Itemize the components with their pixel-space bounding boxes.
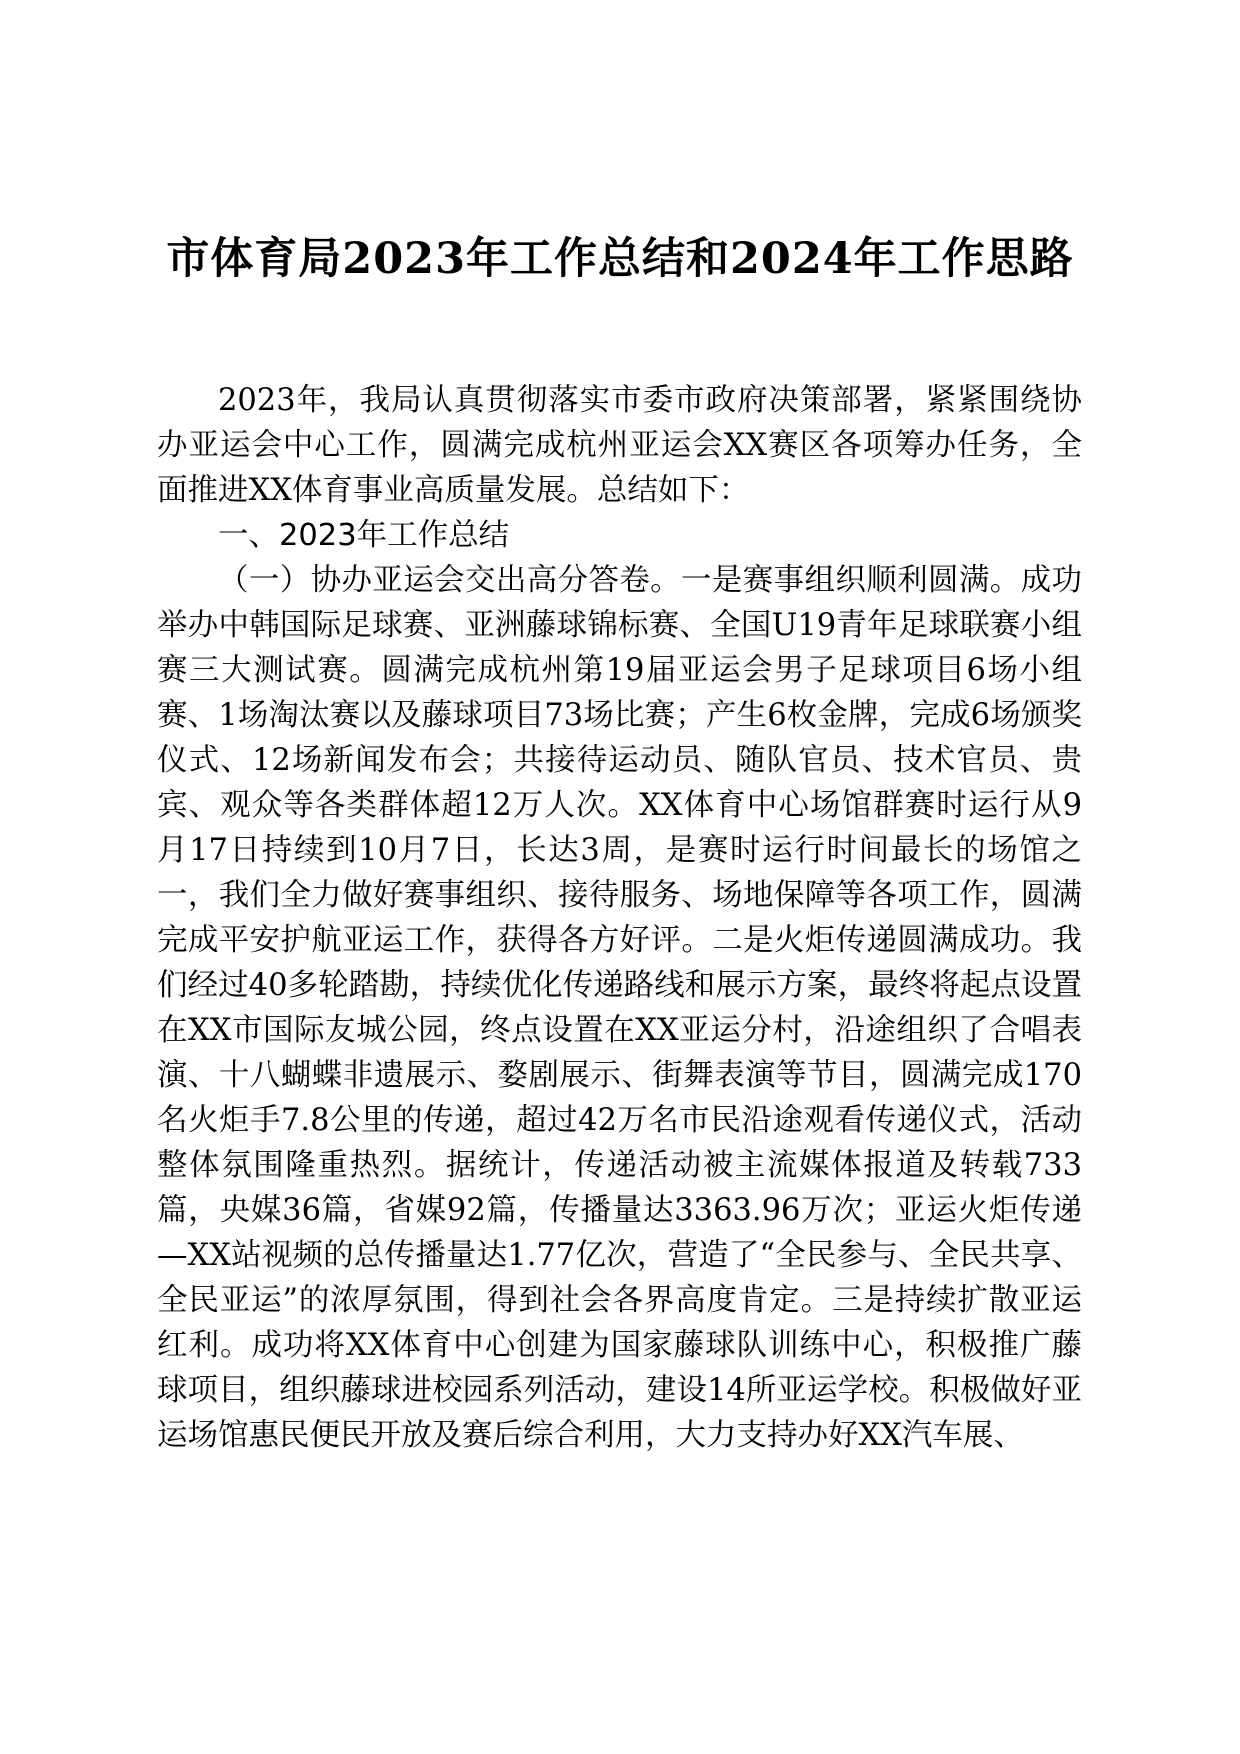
intro-paragraph: 2023年，我局认真贯彻落实市委市政府决策部署，紧紧围绕协办亚运会中心工作，圆满完成杭州亚运会XX赛区各项筹办任务，全面推进XX体育事业高质量发展。总结如下： (157, 383, 1082, 508)
section-paragraph: （一）协办亚运会交出高分答卷。一是赛事组织顺利圆满。成功举办中韩国际足球赛、亚洲藤球锦标赛、全国U19青年足球联赛小组赛三大测试赛。圆满完成杭州第19届亚运会男子足球项目6场小组赛、1场淘汰赛以及藤球项目73场比赛；产生6枚金牌，完成6场颁奖仪式、12场新闻发布会；共接待运动员、随队官员、技术官员、贵宾、观众等各类群体超12万人次。XX体育中心场馆群赛时运行从9月17日持续到10月7日，长达3周，是赛时运行时间最长的场馆之一，我们全力做好赛事组织、接待服务、场地保障等各项工作，圆满完成平安护航亚运工作，获得各方好评。二是火炬传递圆满成功。我们经过40多轮踏勘，持续优化传递路线和展示方案，最终将起点设置在XX市国际友城公园，终点设置在XX亚运分村，沿途组织了合唱表演、十八蝴蝶非遗展示、婺剧展示、街舞表演等节目，圆满完成170名火炬手7.8公里的传递，超过42万名市民沿途观看传递仪式，活动整体氛围隆重热烈。据统计，传递活动被主流媒体报道及转载733篇，央媒36篇，省媒92篇，传播量达3363.96万次；亚运火炬传递—XX站视频的总传播量达1.77亿次，营造了“全民参与、全民共享、全民亚运”的浓厚氛围，得到社会各界高度肯定。三是持续扩散亚运红利。成功将XX体育中心创建为国家藤球队训练中心，积极推广藤球项目，组织藤球进校园系列活动，建设14所亚运学校。积极做好亚运场馆惠民便民开放及赛后综合利用，大力支持办好XX汽车展、 (157, 563, 1082, 1453)
document-title: 市体育局2023年工作总结和2024年工作思路 (166, 234, 1074, 284)
document-body (157, 378, 1082, 1458)
section-heading: 一、2023年工作总结 (218, 518, 510, 553)
